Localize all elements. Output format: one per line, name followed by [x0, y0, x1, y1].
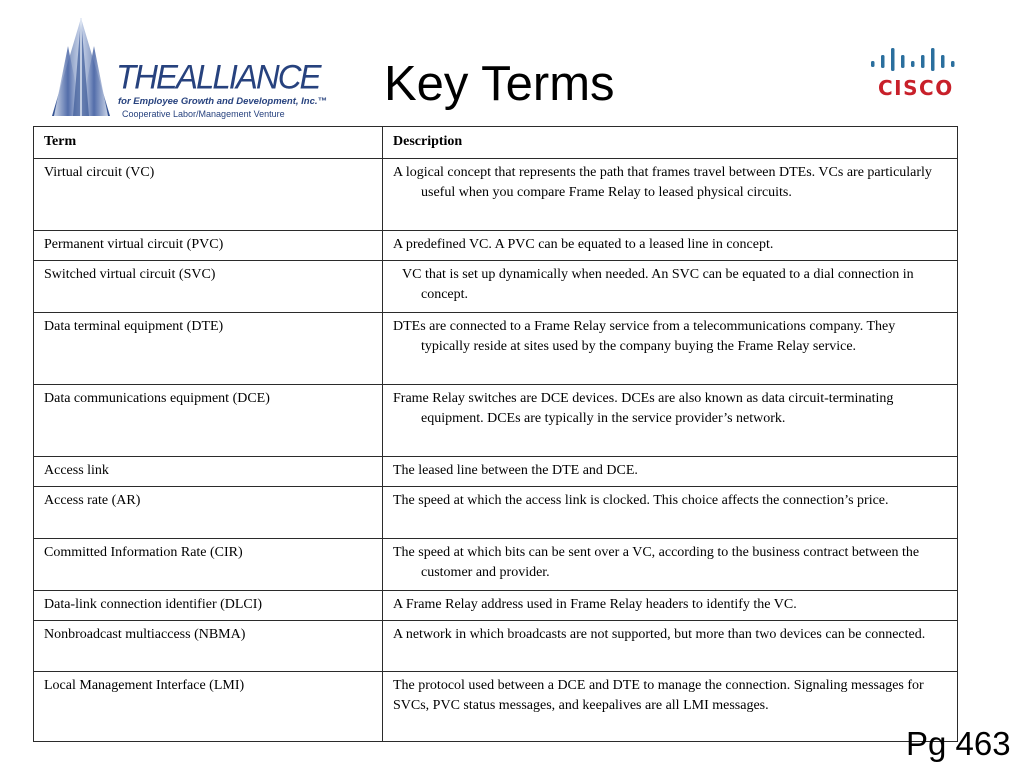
alliance-wordmark: THEALLIANCE	[116, 57, 320, 96]
table-row	[34, 620, 958, 671]
term-cell: Switched virtual circuit (SVC)	[34, 260, 383, 312]
table-row	[34, 312, 958, 384]
term-cell: Data-link connection identifier (DLCI)	[34, 590, 383, 620]
term-cell: Data communications equipment (DCE)	[34, 384, 383, 456]
column-header-description: Description	[383, 127, 958, 159]
table-row	[34, 230, 958, 260]
cisco-bars-icon	[868, 46, 958, 74]
key-terms-table	[33, 126, 958, 742]
term-cell: Permanent virtual circuit (PVC)	[34, 230, 383, 260]
alliance-subtagline: Cooperative Labor/Management Venture	[122, 109, 285, 119]
page-reference: Pg 463	[906, 725, 1011, 762]
table-row	[34, 590, 958, 620]
table-row	[34, 384, 958, 456]
cisco-logo	[868, 46, 958, 102]
table-header-row	[34, 127, 958, 159]
term-cell: Virtual circuit (VC)	[34, 158, 383, 230]
description-cell: Frame Relay switches are DCE devices. DCEs are also known as data circuit-terminating equipment. DCEs are typically in the service provider’s network.	[383, 384, 958, 456]
description-cell: DTEs are connected to a Frame Relay service from a telecommunications company. They typically reside at sites used by the company buying the Frame Relay service.	[383, 312, 958, 384]
term-cell: Nonbroadcast multiaccess (NBMA)	[34, 620, 383, 671]
description-cell: A Frame Relay address used in Frame Relay headers to identify the VC.	[383, 590, 958, 620]
description-cell: A network in which broadcasts are not supported, but more than two devices can be connected.	[383, 620, 958, 671]
cisco-wordmark: CISCO	[878, 76, 954, 100]
term-cell: Local Management Interface (LMI)	[34, 671, 383, 741]
description-cell: VC that is set up dynamically when needed. An SVC can be equated to a dial connection in concept.	[383, 260, 958, 312]
term-cell: Access link	[34, 456, 383, 486]
term-cell: Committed Information Rate (CIR)	[34, 538, 383, 590]
column-header-term: Term	[34, 127, 383, 159]
table-row	[34, 456, 958, 486]
description-cell: The leased line between the DTE and DCE.	[383, 456, 958, 486]
table-row	[34, 158, 958, 230]
term-cell: Data terminal equipment (DTE)	[34, 312, 383, 384]
description-cell: A logical concept that represents the path that frames travel between DTEs. VCs are particularly useful when you compare Frame Relay to leased physical circuits.	[383, 158, 958, 230]
table-row	[34, 260, 958, 312]
description-cell: A predefined VC. A PVC can be equated to a leased line in concept.	[383, 230, 958, 260]
alliance-logo	[48, 16, 328, 126]
description-cell: The speed at which the access link is clocked. This choice affects the connection’s price.	[383, 486, 958, 538]
table-row	[34, 486, 958, 538]
alliance-tagline: for Employee Growth and Development, Inc.™	[118, 96, 328, 107]
table-row	[34, 671, 958, 741]
term-cell: Access rate (AR)	[34, 486, 383, 538]
table-row	[34, 538, 958, 590]
description-cell: The speed at which bits can be sent over a VC, according to the business contract between the customer and provider.	[383, 538, 958, 590]
description-cell: The protocol used between a DCE and DTE to manage the connection. Signaling messages for SVCs, PVC status messages, and keepalives are all LMI messages.	[383, 671, 958, 741]
page-title: Key Terms	[384, 57, 615, 111]
alliance-pyramid-icon	[48, 16, 114, 122]
